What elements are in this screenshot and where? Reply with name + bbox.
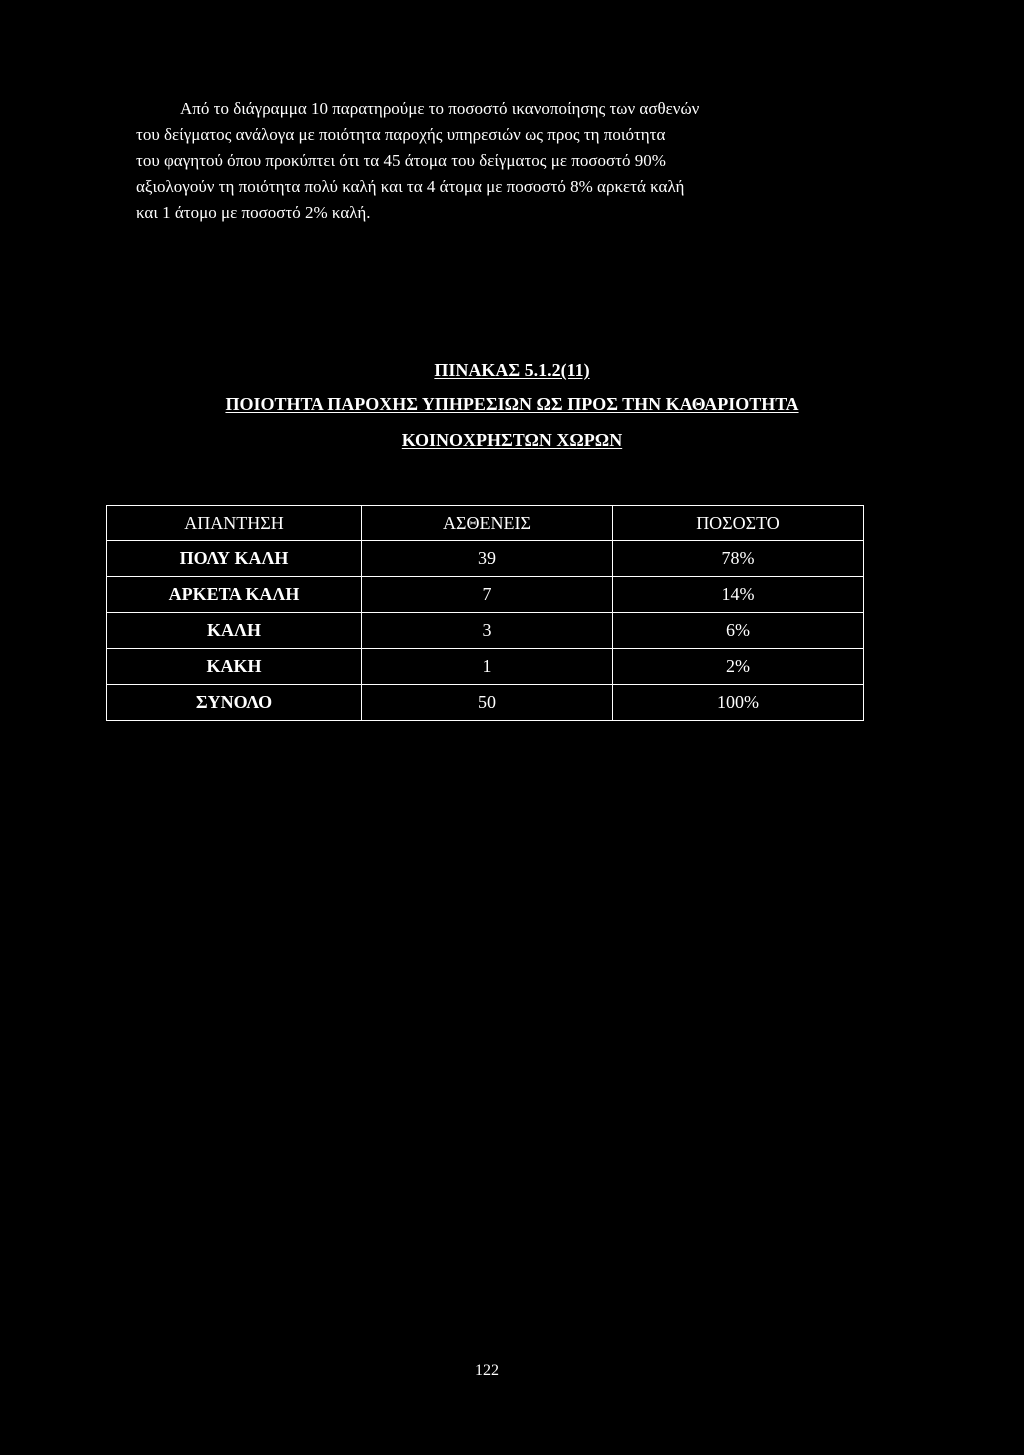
paragraph-line: και 1 άτομο με ποσοστό 2% καλή. bbox=[136, 203, 371, 222]
row-patients: 50 bbox=[362, 685, 613, 721]
table-heading-line-1: ΠΟΙΟΤΗΤΑ ΠΑΡΟΧΗΣ ΥΠΗΡΕΣΙΩΝ ΩΣ ΠΡΟΣ ΤΗΝ ΚΑΘΑΡΙΟΤΗΤΑ bbox=[225, 394, 799, 414]
row-answer: ΣΥΝΟΛΟ bbox=[107, 685, 362, 721]
row-percentage: 14% bbox=[613, 577, 864, 613]
table-heading-line-2: ΚΟΙΝΟΧΡΗΣΤΩΝ ΧΩΡΩΝ bbox=[401, 430, 623, 450]
row-percentage: 6% bbox=[613, 613, 864, 649]
table-row bbox=[107, 649, 864, 685]
row-answer: ΚΑΛΗ bbox=[107, 613, 362, 649]
body-paragraph bbox=[136, 96, 866, 226]
paragraph-line: Από το διάγραμμα 10 παρατηρούμε το ποσοστό ικανοποίησης των ασθενών bbox=[180, 99, 700, 118]
table-label: ΠΙΝΑΚΑΣ 5.1.2(11) bbox=[434, 360, 590, 380]
results-table bbox=[106, 505, 864, 721]
table-row bbox=[107, 613, 864, 649]
row-percentage: 100% bbox=[613, 685, 864, 721]
row-answer: ΠΟΛΥ ΚΑΛΗ bbox=[107, 541, 362, 577]
table-header-row bbox=[107, 506, 864, 541]
row-patients: 1 bbox=[362, 649, 613, 685]
row-answer: ΚΑΚΗ bbox=[107, 649, 362, 685]
table-row bbox=[107, 577, 864, 613]
row-patients: 7 bbox=[362, 577, 613, 613]
row-answer: ΑΡΚΕΤΑ ΚΑΛΗ bbox=[107, 577, 362, 613]
page-number: 122 bbox=[475, 1362, 499, 1379]
row-percentage: 2% bbox=[613, 649, 864, 685]
table-row-total bbox=[107, 685, 864, 721]
row-patients: 3 bbox=[362, 613, 613, 649]
header-patients: ΑΣΘΕΝΕΙΣ bbox=[362, 506, 613, 541]
row-patients: 39 bbox=[362, 541, 613, 577]
paragraph-line: αξιολογούν τη ποιότητα πολύ καλή και τα 4 άτομα με ποσοστό 8% αρκετά καλή bbox=[136, 177, 685, 196]
header-answer: ΑΠΑΝΤΗΣΗ bbox=[107, 506, 362, 541]
header-percentage: ΠΟΣΟΣΤΟ bbox=[613, 506, 864, 541]
table-row bbox=[107, 541, 864, 577]
row-percentage: 78% bbox=[613, 541, 864, 577]
paragraph-line: του φαγητού όπου προκύπτει ότι τα 45 άτομα του δείγματος με ποσοστό 90% bbox=[136, 151, 666, 170]
paragraph-line: του δείγματος ανάλογα με ποιότητα παροχής υπηρεσιών ως προς τη ποιότητα bbox=[136, 125, 666, 144]
